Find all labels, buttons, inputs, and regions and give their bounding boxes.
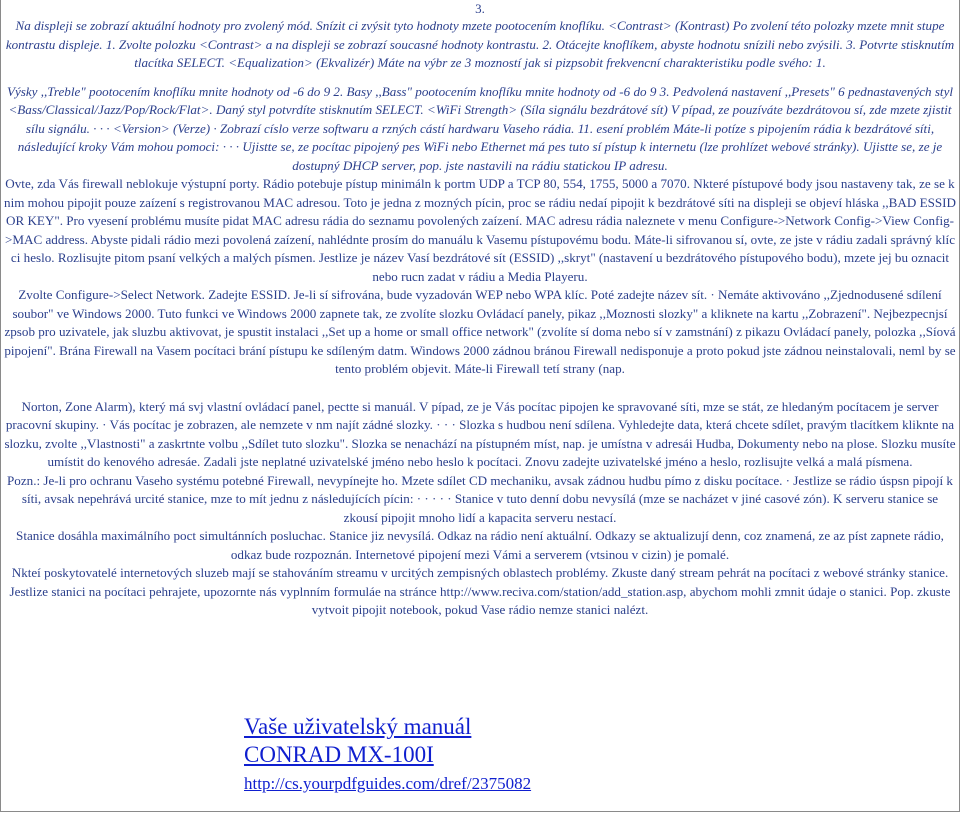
paragraph-select-network: Zvolte Configure->Select Network. Zadejte ESSID. Je-li sí sifrována, bude vyzadován WEP nebo WPA klíc. Poté zadejte název sít. · Nemáte aktivováno ,,Zjednodusené sdílení soubor" ve Windows 2000. Tuto funkci ve Windows 2000 zapnete tak, ze zvolíte slozku Ovládací panely, pikaz ,,Moznosti slozky" a kliknete na kartu ,,Zobrazení". Nejbezpecnjsí zpsob pro uzivatele, jak sluzbu aktivovat, je spustit instalaci ,,Set up a home or small office network" (zvolíte sí doma nebo sí v zamstnání) z pikazu Ovládací panely, polozka ,,Síová pipojení". Brána Firewall na Vasem pocítaci brání pístupu ke sdíleným datm. Windows 2000 zádnou bránou Firewall nedisponuje a proto pokud jste zádnou neinstalovali, neml by se tento problém objevit. Máte-li Firewall tetí strany (nap.: [4, 287, 956, 376]
manual-footer: [244, 713, 531, 795]
manual-url-link[interactable]: http://cs.yourpdfguides.com/dref/2375082: [244, 774, 532, 793]
manual-title-link[interactable]: Vaše uživatelský manuál: [244, 714, 472, 739]
page-number: 3.: [475, 1, 485, 16]
paragraph-norton-shared-folder: Norton, Zone Alarm), který má svj vlastní ovládací panel, pectte si manuál. V pípad, ze je Vás pocítac pipojen ke spravované síti, mze se stát, ze hledaným pocítacem je server pracovní skupiny. · Vás pocítac je zobrazen, ale nemzete v nm najít zádné slozky. · · · Slozka s hudbou není sdílena. Vyhledejte data, která chcete sdílet, pravým tlacítkem kliknte na slozku, zvolte ,,Vlastnosti" a zaskrtnte volbu ,,Sdílet tuto slozku". Slozka se nenachází na pístupném míst, nap. je umístna v adresái Hudba, Dokumenty nebo na plose. Slozku musíte umístit do kenového adresáe. Zadali jste neplatné uzivatelské jméno nebo heslo k pocítaci. Znovu zadejte uzivatelské jméno a heslo, rozlisujte velká a malá písmena.: [4, 398, 956, 469]
paragraph-contrast-equalization: Na displeji se zobrazí aktuální hodnoty pro zvolený mód. Snízit ci zvýsit tyto hodnoty mzete pootocením knoflíku. <Contrast> (Kontrast) Po zvolení této polozky mzete mnit stupe kontrastu displeje. 1. Zvolte polozku <Contrast> a na displeji se zobrazí soucasné hodnoty kontrastu. 2. Otácejte knoflíkem, abyste hodnotu snízili nebo zvýsili. 3. Potvrte stisknutím tlacítka SELECT. <Equalization> (Ekvalizér) Máte na výbr ze 3 mozností jak si pizpsobit frekvencní charakteristiku podle svého: 1.: [5, 18, 955, 70]
paragraph-note-firewall: Pozn.: Je-li pro ochranu Vaseho systému potebné Firewall, nevypínejte ho. Mzete sdílet CD mechaniku, avsak zádnou hudbu pímo z disku pocítace. · Jestlize se rádio úspsn pipojí k síti, avsak nepehrává urcité stanice, mze to mít jednu z následujících pícin: · · · · · Stanice v tuto denní dobu nevysílá (mze se nacházet v jiné casové zón). K serveru stanice se zkousí pipojit mnoho lidí a kapacita serveru nestací.: [7, 472, 953, 525]
paragraph-firewall-mac-address: Ovte, zda Vás firewall neblokuje výstupní porty. Rádio potebuje pístup minimáln k portm UDP a TCP 80, 554, 1755, 5000 a 7070. Nkteré pístupové body jsou nastaveny tak, ze se k nim mohou pipojit pouze zaízení s registrovanou MAC adresou. Toto je jedna z mozných pícin, proc se rádiu nedaí pipojit k bezdrátové síti na displeji se objeví hláska ,,BAD ESSID OR KEY". Pro vyesení problému musíte pidat MAC adresu rádia do seznamu povolených zaízení. MAC adresu rádia naleznete v menu Configure->Network Config->View Config->MAC address. Abyste pidali rádio mezi povolená zaízení, nahlédnte prosím do manuálu k Vasemu pístupovému bodu. Máte-li sifrovanou sí, ovte, ze jste v rádiu zadali správný klíc ci heslo. Rozlisujte pitom psaní velkých a malých písmen. Jestlize je název Vasí bezdrátové sít (ESSID) ,,skryt" (nastavení u bezdrátového pístupového bodu), mzete jej bu oznacit nebo rucn zadat v rádiu a Media Playeru.: [4, 176, 956, 284]
paragraph-isp-streams: Nkteí poskytovatelé internetových sluzeb mají se stahováním streamu v urcitých zempisných oblastech problémy. Zkuste daný stream pehrát na pocítaci z webové stránky stanice. Jestlize stanici na pocítaci pehrajete, upozornte nás vyplnním formuláe na stránce http://www.reciva.com/station/add_station.asp, abychom mohli zmnit údaje o stanici. Pop. zkuste vytvoit pipojit notebook, pokud Vase rádio nemze stanici nalézt.: [9, 565, 951, 617]
paragraph-station-listeners: Stanice dosáhla maximálního poct simultánních posluchac. Stanice jiz nevysílá. Odkaz na rádio není aktuální. Odkazy se aktualizují denn, coz znamená, ze az píst zapnete rádio, odkaz bude rozpoznán. Internetové pipojení mezi Vámi a serverem (vtsinou v cizin) je pomalé.: [16, 528, 944, 562]
page-body: [4, 17, 956, 620]
product-model-link[interactable]: CONRAD MX-100I: [244, 742, 434, 767]
paragraph-treble-bass-troubleshooting: Výsky ,,Treble" pootocením knoflíku mnite hodnoty od -6 do 9 2. Basy ,,Bass" pootocením knoflíku mnite hodnoty od -6 do 9 3. Pedvolená nastavení ,,Presets" 6 pednastavených styl <Bass/Classical/Jazz/Pop/Rock/Flat>. Daný styl potvrdíte stisknutím SELECT. <WiFi Strength> (Síla signálu bezdrátové sít) V pípad, ze pouzíváte bezdrátovou sí, zde mzete zjistit sílu signálu. · · · <Version> (Verze) · Zobrazí císlo verze softwaru a rzných cástí hardwaru Vaseho rádia. 11. esení problém Máte-li potíze s pipojením rádia k bezdrátové síti, následující kroky Vám mohou pomoci: · · · Ujistte se, ze pocítac pipojený pes WiFi nebo Ethernet má pes tuto sí pístup k internetu (lze prohlízet webové stránky). Ujistte se, ze je dostupný DHCP server, pop. jste nastavili na rádiu statickou IP adresu.: [6, 83, 954, 173]
